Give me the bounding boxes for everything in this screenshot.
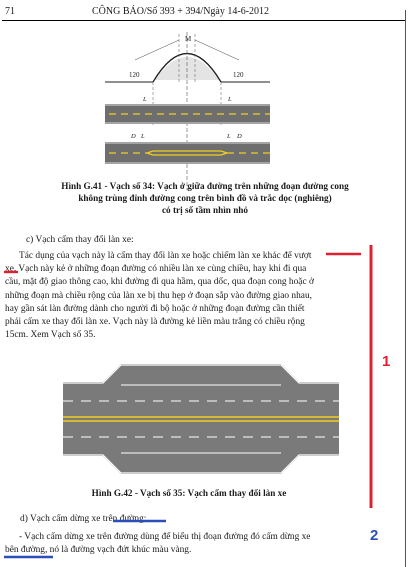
caption-line: không trùng đỉnh đường cong trên bình đồ và trắc dọc (nghiêng) [78,193,332,203]
section-c-heading: c) Vạch cấm thay đổi làn xe: [26,235,134,245]
label-120-right: 120 [233,71,244,79]
label-l-small-left: L [141,133,145,140]
caption-line: có trị số tầm nhìn nhỏ [161,205,249,215]
paragraph-line: Tác dụng của vạch này là cấm thay đổi làn xe hoặc chiếm làn xe khác để vượt [19,251,312,261]
page-right-border [405,10,406,567]
paragraph-line: hay gần sát làn đường dành cho người đi bộ hoặc ở những đoạn đường cần thiết [5,303,305,314]
label-l-small-right: L [227,133,231,140]
paragraph-line: xe. Vạch này kẻ ở những đoạn đường có nhiều làn xe cùng chiều, hay khi đi qua [5,264,307,275]
annotation-marker-1: 1 [382,353,391,370]
gazette-header-title: CÔNG BÁO/Số 393 + 394/Ngày 14-6-2012 [92,6,270,17]
section-c-paragraph [5,250,373,342]
paragraph-line: 15cm. Xem Vạch số 35. [5,330,96,341]
caption-line: Hình G.41 - Vạch số 34: Vạch ở giữa đường trên những đoạn đường cong [61,181,349,191]
header-rule [2,20,406,21]
section-d-heading: d) Vạch cấm dừng xe trên đường: [20,514,147,524]
label-d-right: D [237,133,242,140]
road-plan-lower [105,142,270,164]
label-l-right: L [228,96,232,103]
paragraph-line: - Vạch cấm dừng xe trên đường dùng để biểu thị đoạn đường đó cấm dừng xe [19,532,311,542]
annotation-marker-2: 2 [370,527,379,544]
road-plan-upper [105,104,270,124]
label-d-left: D [131,133,136,140]
label-120-left: 120 [129,71,140,79]
figure-g42-diagram [63,360,339,478]
label-l-left: L [143,96,147,103]
figure-g41-caption [8,180,402,216]
paragraph-line: phải cấm xe thay đổi làn xe. Vạch này là đường kẻ liền màu trắng có chiều rộng [5,317,305,328]
section-d-paragraph [5,531,373,557]
paragraph-line: bên đường, nó là đường vạch đứt khúc màu vàng. [5,545,192,555]
figure-g42-caption: Hình G.42 - Vạch số 35: Vạch cấm thay đổi làn xe [91,488,287,498]
paragraph-line: cầu, mặt độ giao thông cao, khi đường đi qua hầm, qua dốc, qua đoạn cong hoặc ở [5,277,314,288]
label-m: M [185,35,192,43]
page-number: 71 [5,6,15,17]
figure-g41-diagram [95,30,280,202]
paragraph-line: những đoạn mà chiều rộng của làn xe bị thu hẹp ở đoạn sắp vào đường giao nhau, [5,290,312,301]
